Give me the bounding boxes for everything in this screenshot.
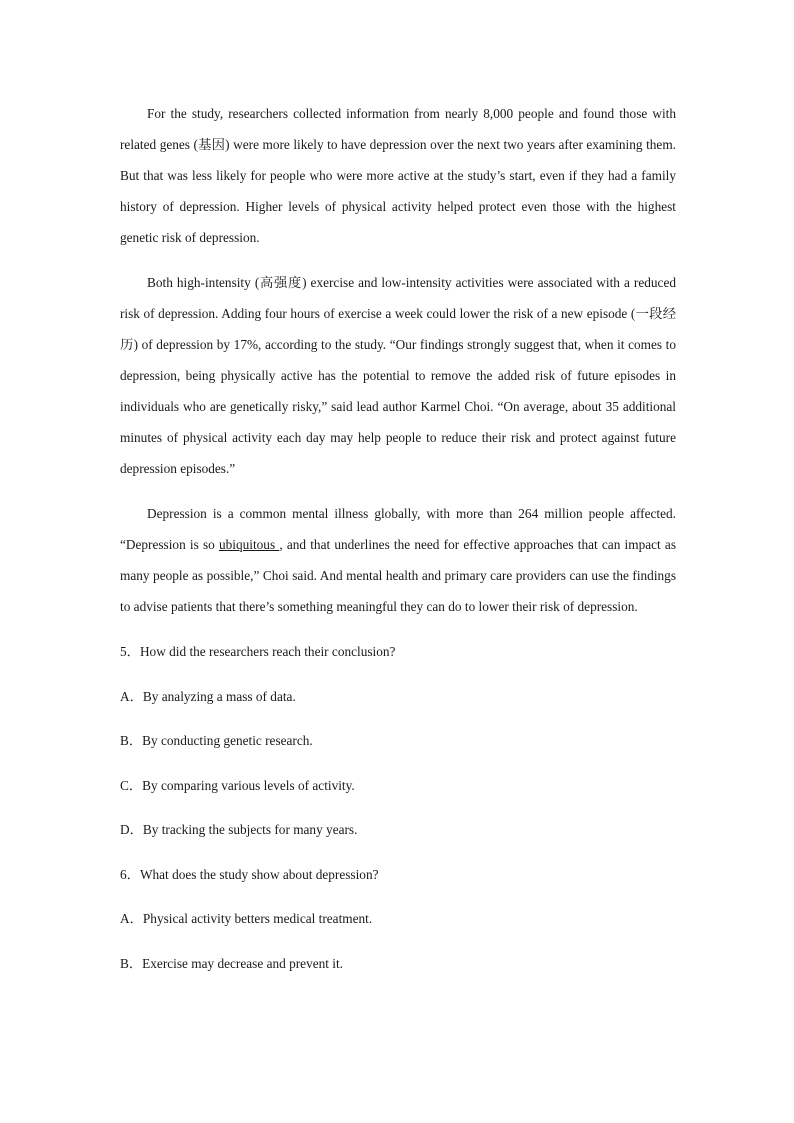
question-5 [120,636,676,859]
passage-paragraph-1: For the study, researchers collected information from nearly 8,000 people and found those with related genes (基因) were more likely to have depression over the next two years after examining them. But that was less likely for people who were more active at the study’s start, even if they had a family history of depression. Higher levels of physical activity helped protect even those with the highest genetic risk of depression. [120,106,676,245]
question-stem: 6．What does the study show about depression? [120,866,379,882]
question-6 [120,859,676,993]
answer-option-a[interactable]: A．Physical activity betters medical treatment. [120,911,373,926]
question-stem: 5．How did the researchers reach their conclusion? [120,644,396,659]
passage-paragraph-3 [120,498,676,622]
answer-option-b[interactable]: B．By conducting genetic research. [120,733,313,748]
underlined-word: ubiquitous [218,537,280,552]
answer-option-d[interactable]: D．By tracking the subjects for many years. [120,822,358,837]
paragraph-3-text-end: , and that underlines the need for effective approaches that can impact as many people as possible,” Choi said. And mental health and primary care providers can use the findings to advise patients that there’s something meaningful they can do to lower their risk of depression. [120,537,676,614]
document-page [120,98,676,992]
answer-option-c[interactable]: C．By comparing various levels of activity. [120,777,355,793]
answer-option-a[interactable]: A．By analyzing a mass of data. [120,688,296,704]
passage-paragraph-2: Both high-intensity (高强度) exercise and low-intensity activities were associated with a reduced risk of depression. Adding four hours of exercise a week could lower the risk of a new episode (一段经历) of depression by 17%, according to the study. “Our findings strongly suggest that, when it comes to depression, being physically active has the potential to remove the added risk of future episodes in individuals who are genetically risky,” said lead author Karmel Choi. “On average, about 35 additional minutes of physical activity each day may help people to reduce their risk and protect against future depression episodes.” [120,275,676,476]
answer-option-b[interactable]: B．Exercise may decrease and prevent it. [120,955,343,971]
paragraph-3-text-start: Depression is a common mental illness globally, with more than 264 million people affected. “Depression is so [120,506,676,552]
